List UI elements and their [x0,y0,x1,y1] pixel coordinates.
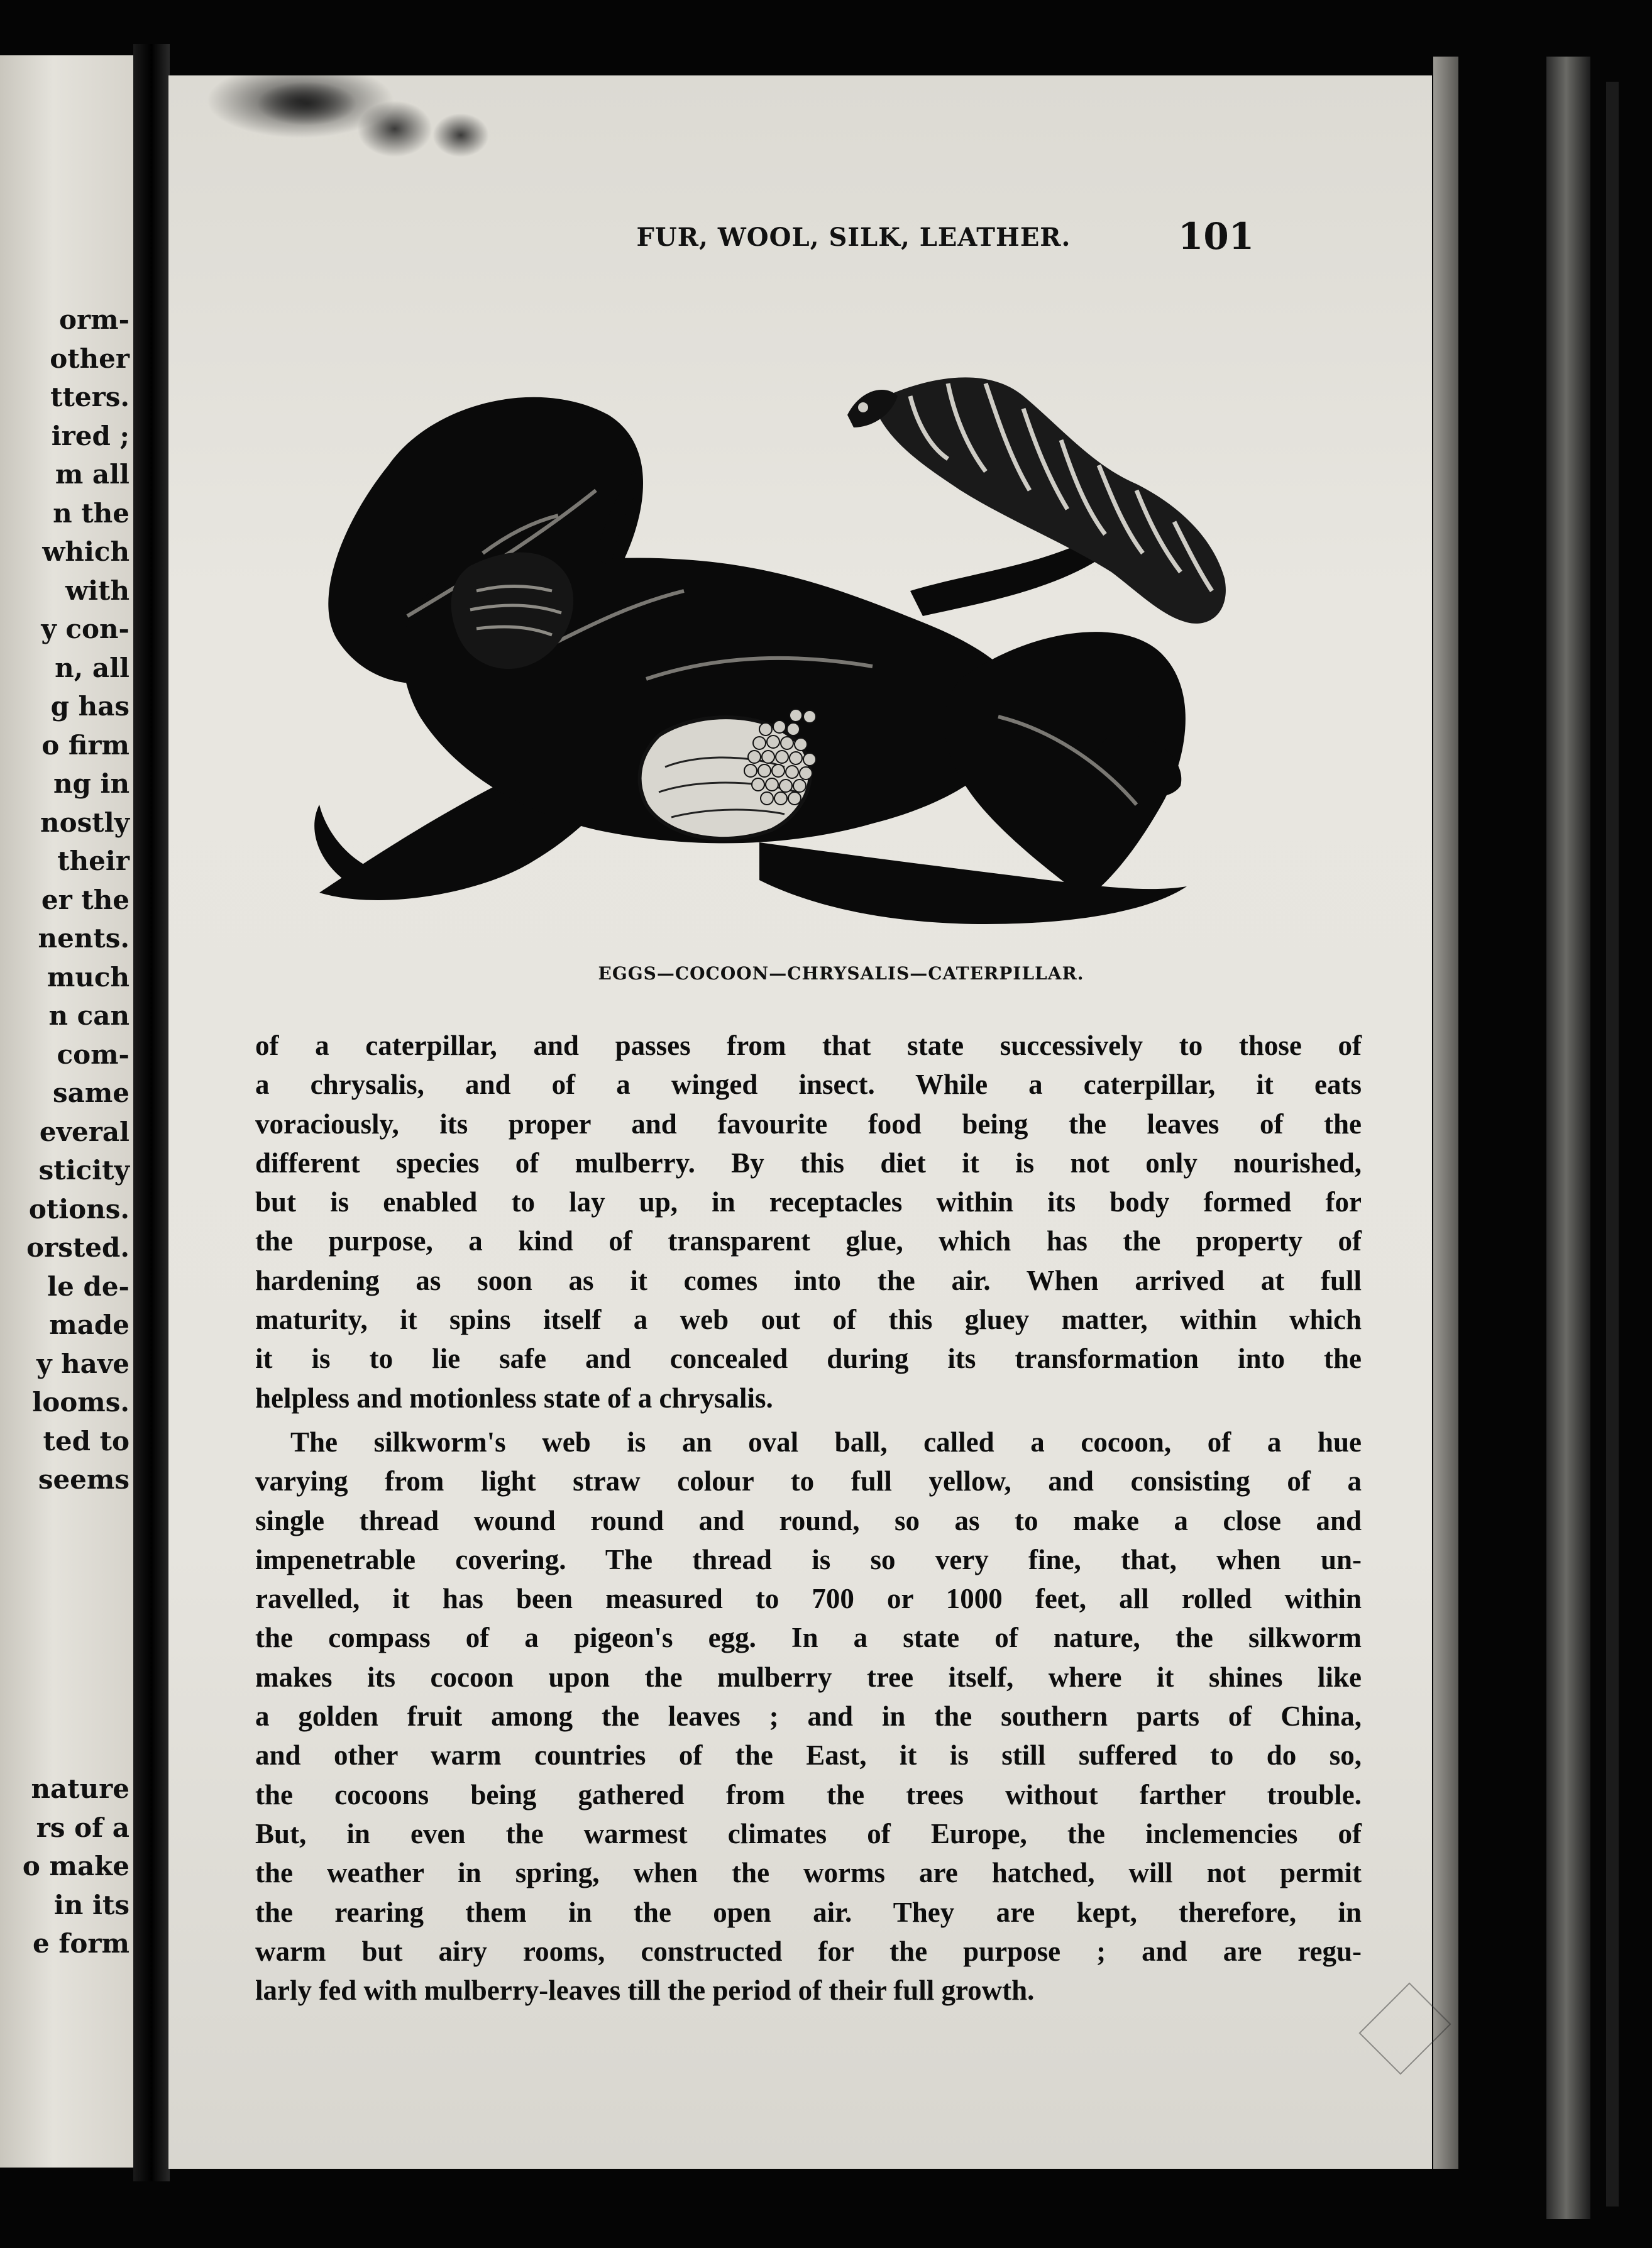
cocoon [640,717,810,839]
previous-page-line [23,1499,129,1538]
previous-page-line: nents. [38,923,129,954]
text-line: but is enabled to lay up, in receptacles within its body formed for [255,1186,1362,1218]
previous-page-line: seems [38,1464,129,1495]
text-line: the rearing them in the open air. They are kept, therefore, in [255,1896,1362,1928]
text-line: the purpose, a kind of transparent glue, which has the property of [255,1225,1362,1257]
previous-page-line: nature [31,1773,129,1804]
previous-page-line: which [42,536,129,567]
previous-page-line: com- [57,1039,129,1070]
previous-page-line: rs of a [36,1812,129,1843]
previous-page-line [23,1654,129,1693]
text-line: But, in even the warmest climates of Europe, the inclemencies of [255,1817,1362,1849]
silkworm-illustration [244,327,1325,949]
text-line: helpless and motionless state of a chrysalis. [255,1382,773,1414]
previous-page-line: in its [53,1889,129,1920]
previous-page-line: m all [55,459,129,490]
book-page [168,75,1432,2169]
text-line: larly fed with mulberry-leaves till the period of their full growth. [255,1975,1035,2007]
text-line: warm but airy rooms, constructed for the purpose ; and are regu- [255,1935,1362,1967]
previous-page-line [23,1615,129,1654]
previous-page-line: y have [36,1348,129,1379]
text-line: impenetrable covering. The thread is so very fine, that, when un- [255,1543,1362,1575]
previous-page-line [23,1692,129,1731]
previous-page-line: er the [41,884,129,915]
text-line: ravelled, it has been measured to 700 or 1000 feet, all rolled within [255,1583,1362,1615]
previous-page-line: o make [22,1851,129,1882]
previous-page-line: le de- [47,1270,129,1302]
previous-page-line: orsted. [26,1232,129,1263]
ink-smudge [432,113,489,157]
previous-page-line: nostly [40,807,129,838]
text-line: varying from light straw colour to full yellow, and consisting of a [255,1465,1362,1497]
previous-page-line: y con- [41,614,129,644]
text-line: the cocoons being gathered from the trees without farther trouble. [255,1778,1362,1810]
previous-page-line: o firm [41,729,129,761]
previous-page-line: ng in [53,768,129,799]
text-line: of a caterpillar, and passes from that state successively to those of [255,1030,1362,1061]
page-edge [1433,57,1458,2169]
previous-page-line [23,1577,129,1616]
previous-page-line: n, all [55,652,129,683]
figure-caption: EGGS—COCOON—CHRYSALIS—CATERPILLAR. [598,963,1084,984]
text-line: and other warm countries of the East, it is still suffered to do so, [255,1739,1362,1771]
previous-page-line: tters. [50,382,129,412]
previous-page-text-column [23,300,129,1963]
text-line: voraciously, its proper and favourite food being the leaves of the [255,1108,1362,1140]
previous-page-line: e form [33,1928,129,1959]
previous-page-fragment [0,55,133,2168]
text-line: makes its cocoon upon the mulberry tree itself, where it shines like [255,1661,1362,1693]
previous-page-line: orm- [58,304,129,335]
text-line: maturity, it spins itself a web out of this gluey matter, within which [255,1304,1362,1336]
text-line: it is to lie safe and concealed during its transformation into the [255,1343,1362,1375]
ink-smudge [256,82,357,126]
previous-page-line: sticity [38,1155,129,1186]
previous-page-line: g has [50,691,129,722]
previous-page-line [23,1538,129,1577]
book-gutter [133,44,170,2181]
previous-page-line: looms. [32,1387,129,1418]
running-head: FUR, WOOL, SILK, LEATHER. [636,223,1071,252]
previous-page-line: everal [39,1116,129,1147]
text-line: hardening as soon as it comes into the air. When arrived at full [255,1264,1362,1296]
body-text [255,1026,1362,2010]
previous-page-line: their [57,846,129,876]
previous-page-line: n the [53,497,129,529]
text-line: the compass of a pigeon's egg. In a state of nature, the silkworm [255,1622,1362,1654]
binding-edge [1606,82,1619,2207]
paragraph-2 [255,1423,1362,2010]
paragraph-1 [255,1026,1362,1418]
text-line: single thread wound round and round, so as to make a close and [255,1504,1362,1536]
text-line: a chrysalis, and of a winged insect. While a caterpillar, it eats [255,1069,1362,1101]
next-page-edge [1546,57,1590,2219]
previous-page-line: with [65,575,129,606]
text-line: The silkworm's web is an oval ball, called a cocoon, of a hue [290,1426,1362,1458]
previous-page-line: other [50,343,129,374]
previous-page-line: much [47,961,129,993]
previous-page-line: made [49,1309,129,1340]
text-line: a golden fruit among the leaves ; and in the southern parts of China, [255,1700,1362,1733]
previous-page-line: ired ; [51,420,129,451]
text-line: the weather in spring, when the worms are hatched, will not permit [255,1857,1362,1889]
text-line: different species of mulberry. By this diet it is not only nourished, [255,1147,1362,1179]
ink-smudge [357,101,432,157]
previous-page-line: otions. [28,1193,129,1225]
page-number: 101 [1178,215,1255,258]
previous-page-line: n can [48,1000,129,1031]
previous-page-line: ted to [43,1425,129,1457]
previous-page-line: same [52,1077,129,1108]
previous-page-line [23,1731,129,1770]
